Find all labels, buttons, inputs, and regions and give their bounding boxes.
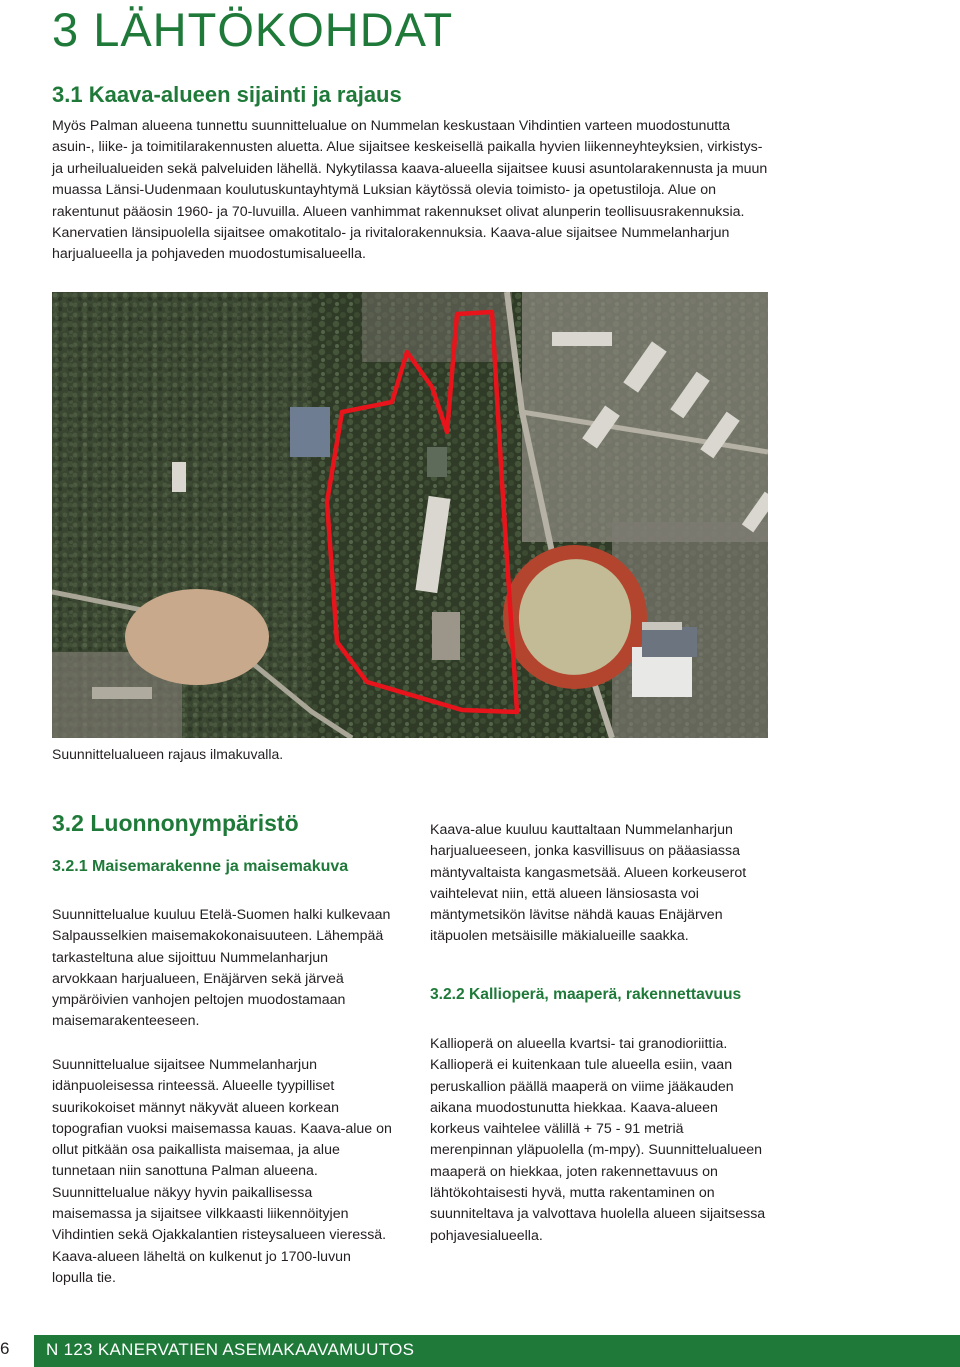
section-3-2-1-paragraph-3: Kaava-alue kuuluu kauttaltaan Nummelanharjun harjualueeseen, jonka kasvillisuus on pääasiassa mäntyvaltaista kangasmetsää. Alueen korkeuserot vaihtelevat niin, että alueen länsiosasta voi mäntymetsikön lävitse nähdä kauas Enäjärven itäpuolen metsäisille mäkialueille saakka. bbox=[430, 822, 747, 945]
sports-field-left bbox=[125, 589, 269, 685]
section-3-2-1-paragraph-2: Suunnittelualue sijaitsee Nummelanharjun idänpuoleisessa rinteessä. Alueelle tyypilliset suurikokoiset männyt näkyvät alueen korkean topografian vuoksi maisemassa kauas. Kaava-alue on ollut pitkään osa paikallista maisemaa, ja alue tunnetaan niin sanottuna Palman alueena. Suunnittelualue näkyy hyvin paikallisessa maisemassa ja sijaitsee vilkkaasti liikennöityjen Vihdintien sekä Ojakkalantien risteysalueen vieressä. Kaava-alueen läheltä on kulkenut jo 1700-luvun lopulla tie. bbox=[52, 1057, 392, 1286]
photo-caption: Suunnittelualueen rajaus ilmakuvalla. bbox=[52, 746, 284, 762]
section-3-2-2-title: 3.2.2 Kallioperä, maaperä, rakennettavuus bbox=[430, 986, 742, 1003]
section-3-2-2-paragraph-1: Kallioperä on alueella kvartsi- tai granodioriittia. Kallioperä ei kuitenkaan tule alueella esiin, vaan peruskallion päällä maaperä on viime jääkauden aikana muodostunutta hiekkaa. Kaava-alueen korkeus vaihtelee välillä + 75 - 91 metriä merenpinnan yläpuolella (m-mpy). Suunnittelualueen maaperä on hiekkaa, joten rakennettavuus on lähtökohtaisesti hyvä, mutta rakentaminen on suunniteltava ja valvottava huolella alueen sijaitsessa pohjavesialueella. bbox=[430, 1036, 766, 1244]
section-3-1-text: Myös Palman alueena tunnettu suunnittelualue on Nummelan keskustaan Vihdintien varteen muodostunutta asuin-, liike- ja toimitilarakennusten aluetta. Alue sijaitsee keskeisellä paikalla hyvien liikenneyhteyksien, virkistys- ja urheilualueiden sekä palveluiden lähellä. Nykytilassa kaava-alueella sijaitsee kuusi asuntolarakennusta ja muun muassa Länsi-Uudenmaan koulutuskuntayhtymä Luksian käytössä olevia toimisto- ja opetustiloja. Alue on rakentunut pääosin 1960- ja 70-luvuilla. Alueen vanhimmat rakennukset olivat alunperin teollisuusrakennuksia. Kanervatien länsipuolella sijaitsee omakotitalo- ja rivitalorakennuksia. Kaava-alue sijaitsee Nummelanharjun harjualueella ja pohjaveden muodostumisalueella. bbox=[52, 118, 768, 263]
aerial-photo-drawing bbox=[52, 292, 768, 738]
chapter-title: 3 LÄHTÖKOHDAT bbox=[52, 3, 454, 56]
section-3-2-1-paragraph-1: Suunnittelualue kuuluu Etelä-Suomen halki kulkevaan Salpausselkien maisemakokonaisuuteen. Lähempää tarkasteltuna alue sijoittuu Nummelanharjun arvokkaan harjualueen, Enäjärven sekä järveä ympäröivien vanhojen peltojen muodostamaan maisemarakenteeseen. bbox=[52, 907, 391, 1030]
aerial-photo bbox=[52, 292, 768, 738]
page-number: 6 bbox=[0, 1339, 10, 1358]
footer-bar bbox=[34, 1335, 960, 1367]
section-3-1-title: 3.1 Kaava-alueen sijainti ja rajaus bbox=[52, 82, 402, 107]
section-3-2-1-title: 3.2.1 Maisemarakenne ja maisemakuva bbox=[52, 858, 349, 875]
footer-title: N 123 KANERVATIEN ASEMAKAAVAMUUTOS bbox=[46, 1340, 415, 1359]
section-3-2-title: 3.2 Luonnonympäristö bbox=[52, 810, 299, 836]
